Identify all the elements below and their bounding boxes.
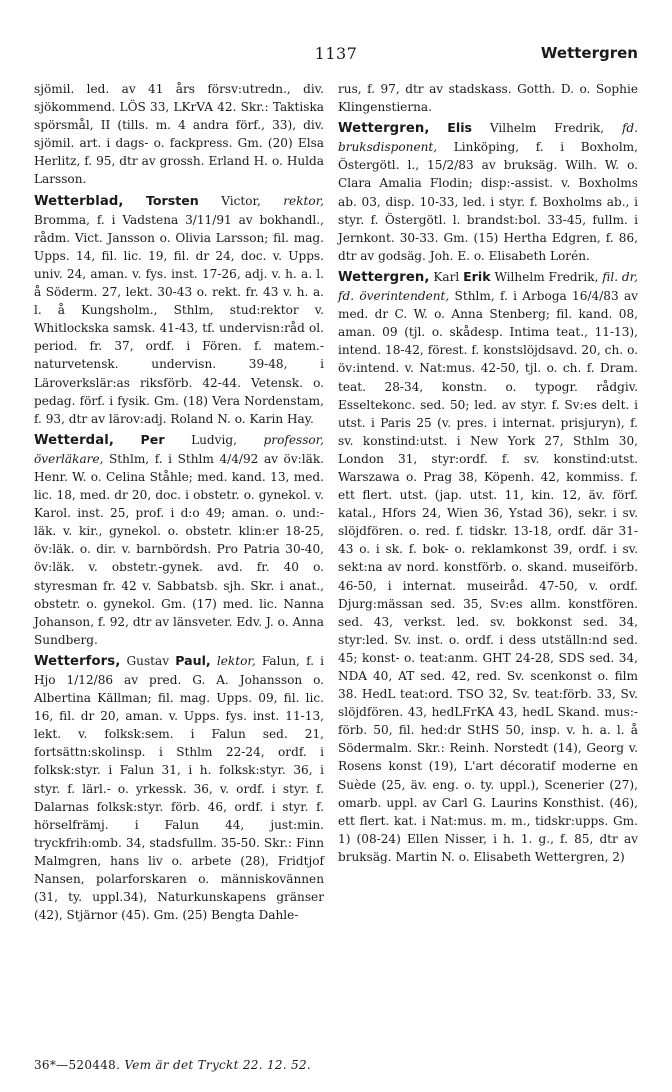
entry-surname: Wetterdal, <box>34 432 114 448</box>
page-number: 1137 <box>314 44 358 63</box>
entry-title: rektor, <box>283 193 324 208</box>
entry-wettergren-erik <box>338 268 638 866</box>
page-header <box>34 44 638 66</box>
entry-text: Falun, f. i Hjo 1/12/86 av pred. G. A. Johansson o. Albertina Källman; fil. mag. Upps. 09, fil. lic. 16, fil. dr 20, aman. v. Upps. fys. inst. 11-13, lekt. v. folksk:sem. i Falun sed. 21, fortsättn:skolinsp. i Sthlm 22-24, ordf. i folksk:styr. i Falun 31, i h. folksk:styr. 36, i styr. f. lärl.- o. yrkessk. 36, v. ordf. i styr. f. Dalarnas folksk:styr. förb. 46, ordf. i styr. f. hörselfrämj. i Falun 44, just:min. tryckfrih:omb. 34, stadsfullm. 35-50. Skr.: Finn Malmgren, hans liv o. arbete (28), Fridtjof Nansen, polarforskaren o. människovännen (31, ty. uppl.34), Naturkunskapens gränser (42), Stjärnor (45). Gm. (25) Bengta Dahle- <box>34 653 324 923</box>
left-column <box>34 80 324 924</box>
print-code: 36*—520448. <box>34 1058 121 1072</box>
given-name <box>429 121 447 135</box>
entry-title: professor, överläkare, <box>34 432 324 466</box>
entry-wettergren-elis <box>338 119 638 265</box>
right-column <box>338 80 638 866</box>
given-name: Ludvig, <box>164 432 264 447</box>
entry-continuation: rus, f. 97, dtr av stadskass. Gotth. D. o. Sophie Klingenstierna. <box>338 82 638 115</box>
entry-text: Sthlm, f. i Arboga 16/4/83 av med. dr C. W. o. Anna Stenberg; fil. kand. 08, aman. 09 (tjl. o. skådesp. Intima teat., 11-13), intend. 18-42, förest. f. konstslöjdsavd. 20, ch. o. öv:intend. v. Nat:mus. 42-50, tjl. o. ch. f. Dram. teat. 28-34, konstn. o. typogr. rådgiv. Esseltekonc. sed. 50; led. av styr. f. Sv:es delt. i utst. i Paris 25 (v. pres. i internat. prisjuryn), f. sv. konstind:utst. i New York 27, Sthlm 30, London 31, styr:ordf. f. sv. konstind:utst. Warszawa o. Prag 38, Köpenh. 42, kommiss. f. ett flert. utst. (jap. utst. 11, kin. 12, äv. förf. katal., Hfors 24, Wien 36, Ystad 36), sekr. i sv. slöjdfören. o. red. f. tidskr. 13-18, ordf. där 31-43 o. i sk. f. bok- o. reklamkonst 39, ordf. i sv. sekt:na av nord. konstförb. o. skand. museiförb. 46-50, i internat. museiråd. 47-50, v. ordf. Djurg:mässan sed. 35, Sv:es allm. konstfören. sed. 43, verkst. led. sv. bokkonst sed. 34, styr:led. Sv. inst. o. ordf. i dess utställn:nd sed. 45; konst- o. teat:anm. GHT 24-28, SDS sed. 34, NDA 40, AT sed. 42, red. Sv. scenkonst o. film 38. HedL teat:ord. TSO 32, Sv. teat:förb. 33, Sv. slöjdfören. 43, hedLFrKA 43, hedL Skand. mus:-förb. 50, fil. hed:dr StHS 50, insp. v. h. a. l. å Södermalm. Skr.: Reinh. Norstedt (14), Georg v. Rosens konst (19), L'art décoratif moderne en Suède (25, äv. eng. o. ty. uppl.), Scenerier (27), omarb. uppl. av Carl G. Laurins Konsthist. (46), ett flert. kat. i Nat:mus. m. m., tidskr:upps. Gm. 1) (08-24) Ellen Nisser, i h. 1. g., f. 85, dtr av bruksäg. Martin N. o. Elisabeth Wettergren, 2) <box>338 289 639 864</box>
entry-continuation: sjömil. led. av 41 års försv:utredn., div. sjökommend. LÖS 33, LKrVA 42. Skr.: Taktiska spörsmål, II (tills. m. 4 andra förf., 33), div. sjömil. art. i dags- o. fackpress. Gm. (20) Elsa Herlitz, f. 95, dtr av grossh. Erland H. o. Hulda Larsson. <box>34 82 324 187</box>
called-name: Torsten <box>145 192 199 208</box>
entry-wetterblad <box>34 192 324 428</box>
called-name: Erik <box>463 268 491 284</box>
print-note: Vem är det Tryckt 22. 12. 52. <box>124 1058 312 1072</box>
called-name: Elis <box>447 120 473 136</box>
entry-surname: Wetterfors, <box>34 653 121 669</box>
entry-title: fil. dr, fd. överintendent, <box>338 269 638 304</box>
entry-wetterfors <box>34 652 324 924</box>
given-name: Victor, <box>198 193 284 208</box>
entry-wetterdal <box>34 431 324 649</box>
called-name: Per <box>140 431 165 447</box>
entry-title: lektor, <box>216 653 256 668</box>
given-name: Gustav <box>120 653 176 668</box>
called-name: Paul, <box>175 652 211 668</box>
given-name: Karl <box>429 269 464 284</box>
entry-text: Linköping, f. i Boxholm, Östergötl. l., 15/2/83 av bruksäg. Wilh. W. o. Clara Amalia Flodin; disp:-assist. v. Boxholms ab. 03, disp. 10-33, led. i styr. f. Boxholms ab., i styr. f. Östergötl. l. brandst:bol. 33-45, fullm. i Jernkont. 30-33. Gm. (15) Hertha Edgren, f. 86, dtr av godsäg. Joh. E. o. Elisabeth Lorén. <box>338 140 638 263</box>
entry-text: Bromma, f. i Vadstena 3/11/91 av bokhandl., rådm. Vict. Jansson o. Olivia Larsson; fil. mag. Upps. 14, fil. lic. 19, fil. dr 24, doc. v. Upps. univ. 24, aman. v. fys. inst. 17-26, adj. v. h. a. l. å Söderm. 27, lekt. 30-43 o. rekt. fr. 43 v. h. a. l. å Kungsholm., Sthlm, stud:rektor v. Whitlockska samsk. 41-43, tf. undervisn:råd ol. period. fr. 37, ordf. i Fören. f. matem.-naturvetensk. undervisn. 39-48, i Läroverkslär:as riksförb. 42-44. Vetensk. o. pedag. förf. i fysik. Gm. (18) Vera Nordenstam, f. 93, dtr av lärov:adj. Roland N. o. Karin Hay. <box>34 212 324 426</box>
given-name: Wilhelm Fredrik, <box>490 269 603 284</box>
page-footer <box>34 1058 311 1072</box>
entry-surname: Wettergren, <box>338 269 430 285</box>
entry-surname: Wettergren, <box>338 121 430 137</box>
running-head: Wettergren <box>540 44 638 62</box>
given-name: Vilhelm Fredrik, <box>472 121 622 136</box>
entry-text: Sthlm, f. i Sthlm 4/4/92 av öv:läk. Henr. W. o. Celina Ståhle; med. kand. 13, med. lic. 18, med. dr 20, doc. i obstetr. o. gynekol. v. Karol. inst. 25, prof. i d:o 49; aman. o. und:-läk. v. kir., gynekol. o. obstetr. klin:er 18-25, öv:läk. o. dir. v. barnbördsh. Pro Patria 30-40, öv:läk. v. obstetr.-gynek. avd. fr. 40 o. styresman fr. 42 v. Sabbatsb. sjh. Skr. i anat., obstetr. o. gynekol. Gm. (17) med. lic. Nanna Johanson, f. 92, dtr av länsveter. Edv. J. o. Anna Sundberg. <box>34 451 324 647</box>
entry-title: fd. bruksdisponent, <box>338 121 638 155</box>
entry-surname: Wetterblad, <box>34 193 124 209</box>
